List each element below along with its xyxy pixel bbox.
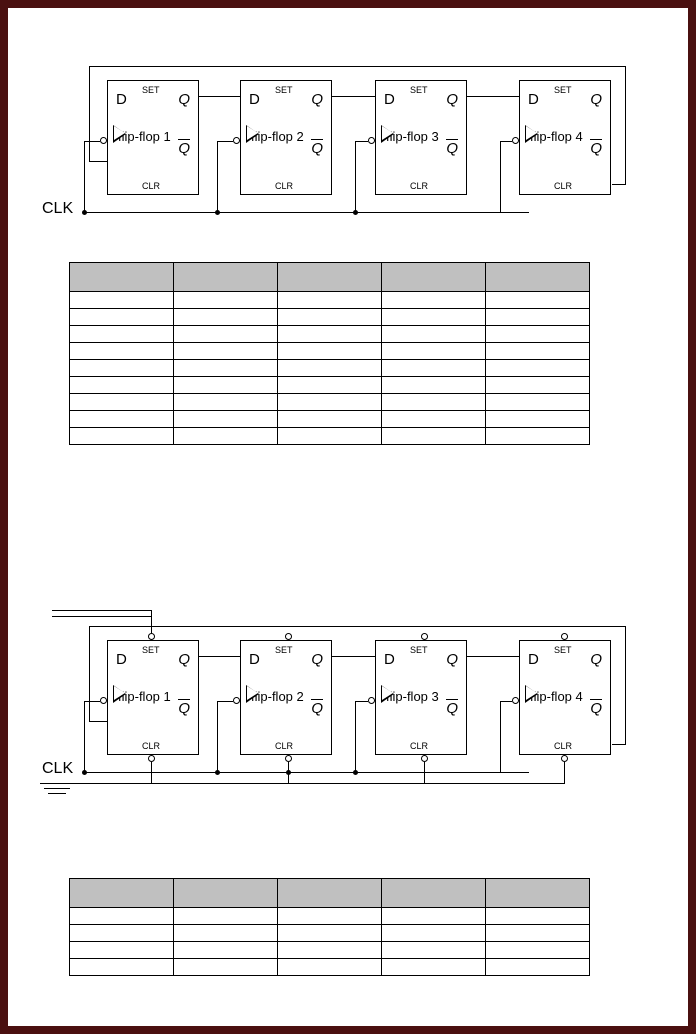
table-cell xyxy=(486,411,590,428)
set-bus-riser xyxy=(151,610,152,633)
table-cell xyxy=(278,942,382,959)
table-body xyxy=(70,908,590,976)
table-cell xyxy=(278,428,382,445)
flipflop-1-set-label: SET xyxy=(142,85,160,95)
table-cell xyxy=(174,942,278,959)
flipflop-3-d-label: D xyxy=(384,651,395,668)
flipflop-1-d-label: D xyxy=(116,91,127,108)
wire-q1-to-d2 xyxy=(199,96,240,97)
junction-dot xyxy=(286,770,291,775)
feedback-wire-top xyxy=(89,626,626,627)
table-cell xyxy=(486,292,590,309)
table-header-cell xyxy=(70,879,174,908)
flipflop-3-name: flip-flop 3 xyxy=(386,129,439,144)
flipflop-4-qbar-label: Q xyxy=(590,700,602,717)
clr-drop-ff4 xyxy=(564,762,565,783)
flipflop-3-clock-bubble-icon xyxy=(368,697,375,704)
state-table-1 xyxy=(69,262,590,445)
clock-into-ff2 xyxy=(217,141,233,142)
preset-clear-counter-diagram xyxy=(0,590,696,805)
table-cell xyxy=(174,959,278,976)
table-header-cell xyxy=(174,879,278,908)
flipflop-1-set-bubble-icon xyxy=(148,633,155,640)
table-cell xyxy=(70,925,174,942)
flipflop-2[interactable] xyxy=(240,640,332,755)
clock-triangle-inner-icon xyxy=(382,686,393,700)
clr-drop-ff3 xyxy=(424,762,425,783)
wire-q1-to-d2 xyxy=(199,656,240,657)
table-row xyxy=(70,360,590,377)
table-cell xyxy=(382,343,486,360)
table-cell xyxy=(382,292,486,309)
table-cell xyxy=(174,309,278,326)
table-header-cell xyxy=(382,263,486,292)
table-cell xyxy=(278,959,382,976)
table-row xyxy=(70,959,590,976)
feedback-wire-into-ff1 xyxy=(89,161,107,162)
clk-label-2: CLK xyxy=(42,760,74,777)
table-row xyxy=(70,942,590,959)
flipflop-4-q-label: Q xyxy=(590,651,602,668)
flipflop-2-name: flip-flop 2 xyxy=(251,689,304,704)
table-cell xyxy=(486,959,590,976)
table-cell xyxy=(278,309,382,326)
junction-dot xyxy=(215,770,220,775)
table-cell xyxy=(382,428,486,445)
table-cell xyxy=(486,908,590,925)
flipflop-3-d-label: D xyxy=(384,91,395,108)
feedback-wire-top xyxy=(89,66,626,67)
table-header-row xyxy=(70,879,590,908)
table-cell xyxy=(174,925,278,942)
ripple-counter-diagram xyxy=(0,40,696,225)
flipflop-3-q-label: Q xyxy=(446,91,458,108)
flipflop-1[interactable] xyxy=(107,80,199,195)
clock-triangle-inner-icon xyxy=(382,126,393,140)
table-cell xyxy=(70,292,174,309)
table-row xyxy=(70,326,590,343)
flipflop-4-d-label: D xyxy=(528,91,539,108)
flipflop-3-qbar-label: Q xyxy=(446,140,458,157)
table-cell xyxy=(174,428,278,445)
page-border-top xyxy=(0,0,696,8)
table-cell xyxy=(70,360,174,377)
table-cell xyxy=(382,908,486,925)
flipflop-1-d-label: D xyxy=(116,651,127,668)
table-cell xyxy=(382,411,486,428)
flipflop-1-set-label: SET xyxy=(142,645,160,655)
table-cell xyxy=(486,360,590,377)
flipflop-1[interactable] xyxy=(107,640,199,755)
flipflop-3-clock-bubble-icon xyxy=(368,137,375,144)
flipflop-2-clock-bubble-icon xyxy=(233,137,240,144)
feedback-wire-left-down xyxy=(89,66,90,162)
set-bus xyxy=(52,610,151,611)
flipflop-4-name: flip-flop 4 xyxy=(530,129,583,144)
table-cell xyxy=(278,292,382,309)
set-bus-2 xyxy=(52,616,151,617)
table-cell xyxy=(382,309,486,326)
flipflop-3-clr-bubble-icon xyxy=(421,755,428,762)
clk-label-1: CLK xyxy=(42,200,74,217)
ground-symbol-icon xyxy=(40,783,80,797)
flipflop-3-set-bubble-icon xyxy=(421,633,428,640)
page-border-bottom xyxy=(0,1026,696,1034)
flipflop-2[interactable] xyxy=(240,80,332,195)
flipflop-2-clr-label: CLR xyxy=(275,741,294,751)
flipflop-4-clr-label: CLR xyxy=(554,181,573,191)
clock-triangle-inner-icon xyxy=(114,126,125,140)
junction-dot xyxy=(353,770,358,775)
table-cell xyxy=(174,394,278,411)
table-cell xyxy=(278,925,382,942)
clock-bus xyxy=(84,212,529,213)
wire-q2-to-d3 xyxy=(332,656,375,657)
table-header-cell xyxy=(486,263,590,292)
junction-dot xyxy=(82,770,87,775)
junction-dot xyxy=(353,210,358,215)
flipflop-3-set-label: SET xyxy=(410,85,428,95)
table-cell xyxy=(70,411,174,428)
feedback-wire-from-qbar4 xyxy=(612,184,626,185)
clock-riser-ff3 xyxy=(355,701,356,773)
table-header-cell xyxy=(382,879,486,908)
table-cell xyxy=(70,908,174,925)
clock-riser-ff2 xyxy=(217,141,218,213)
flipflop-1-clr-label: CLR xyxy=(142,181,161,191)
table-row xyxy=(70,908,590,925)
clock-into-ff3 xyxy=(355,141,368,142)
table-cell xyxy=(382,925,486,942)
flipflop-2-d-label: D xyxy=(249,91,260,108)
table-row xyxy=(70,428,590,445)
flipflop-2-q-label: Q xyxy=(311,91,323,108)
table-cell xyxy=(486,394,590,411)
table-cell xyxy=(70,309,174,326)
clock-into-ff4 xyxy=(500,701,512,702)
table-row xyxy=(70,377,590,394)
flipflop-2-set-label: SET xyxy=(275,85,293,95)
flipflop-1-clock-bubble-icon xyxy=(100,137,107,144)
clock-triangle-inner-icon xyxy=(526,126,537,140)
flipflop-1-name: flip-flop 1 xyxy=(118,689,171,704)
table-cell xyxy=(486,942,590,959)
flipflop-4-qbar-label: Q xyxy=(590,140,602,157)
wire-q3-to-d4 xyxy=(467,656,519,657)
flipflop-4-set-label: SET xyxy=(554,645,572,655)
table-cell xyxy=(486,428,590,445)
flipflop-2-qbar-label: Q xyxy=(311,700,323,717)
table-cell xyxy=(278,411,382,428)
flipflop-1-q-label: Q xyxy=(178,651,190,668)
table-cell xyxy=(382,360,486,377)
table-cell xyxy=(278,343,382,360)
table-row xyxy=(70,292,590,309)
table-cell xyxy=(486,925,590,942)
table-header-row xyxy=(70,263,590,292)
flipflop-4-set-label: SET xyxy=(554,85,572,95)
clr-drop-ff1 xyxy=(151,762,152,783)
clock-riser-ff2 xyxy=(217,701,218,773)
table-cell xyxy=(278,908,382,925)
flipflop-1-clock-bubble-icon xyxy=(100,697,107,704)
table-cell xyxy=(174,326,278,343)
flipflop-2-qbar-label: Q xyxy=(311,140,323,157)
flipflop-1-qbar-label: Q xyxy=(178,140,190,157)
clock-riser-ff3 xyxy=(355,141,356,213)
table-cell xyxy=(70,343,174,360)
table-cell xyxy=(70,377,174,394)
table-cell xyxy=(174,908,278,925)
table-cell xyxy=(70,326,174,343)
table-cell xyxy=(382,942,486,959)
flipflop-4-clr-bubble-icon xyxy=(561,755,568,762)
table-cell xyxy=(382,394,486,411)
table-cell xyxy=(70,959,174,976)
flipflop-3[interactable] xyxy=(375,80,467,195)
table-cell xyxy=(278,326,382,343)
flipflop-2-clr-bubble-icon xyxy=(285,755,292,762)
table-cell xyxy=(278,394,382,411)
table-cell xyxy=(174,411,278,428)
flipflop-3-q-label: Q xyxy=(446,651,458,668)
table-row xyxy=(70,309,590,326)
junction-dot xyxy=(82,210,87,215)
flipflop-4-d-label: D xyxy=(528,651,539,668)
wire-q2-to-d3 xyxy=(332,96,375,97)
feedback-wire-right-down xyxy=(625,626,626,744)
flipflop-4[interactable] xyxy=(519,80,611,195)
flipflop-3-name: flip-flop 3 xyxy=(386,689,439,704)
table-row xyxy=(70,394,590,411)
table-cell xyxy=(70,942,174,959)
table-header-cell xyxy=(174,263,278,292)
flipflop-3-clr-label: CLR xyxy=(410,741,429,751)
junction-dot xyxy=(215,210,220,215)
table-cell xyxy=(174,360,278,377)
table-header-cell xyxy=(70,263,174,292)
flipflop-1-clr-label: CLR xyxy=(142,741,161,751)
table-cell xyxy=(278,360,382,377)
table-body xyxy=(70,292,590,445)
table-header-cell xyxy=(278,879,382,908)
table-header-cell xyxy=(486,879,590,908)
table-cell xyxy=(486,377,590,394)
feedback-wire-left-down xyxy=(89,626,90,722)
clock-riser-ff1 xyxy=(84,701,85,773)
flipflop-1-name: flip-flop 1 xyxy=(118,129,171,144)
flipflop-2-name: flip-flop 2 xyxy=(251,129,304,144)
flipflop-2-set-bubble-icon xyxy=(285,633,292,640)
flipflop-4-clock-bubble-icon xyxy=(512,697,519,704)
table-cell xyxy=(70,428,174,445)
flipflop-3[interactable] xyxy=(375,640,467,755)
flipflop-2-set-label: SET xyxy=(275,645,293,655)
table-header-cell xyxy=(278,263,382,292)
clr-bus xyxy=(60,783,565,784)
table-cell xyxy=(486,309,590,326)
flipflop-4-clock-bubble-icon xyxy=(512,137,519,144)
clock-into-ff2 xyxy=(217,701,233,702)
flipflop-3-qbar-label: Q xyxy=(446,700,458,717)
clock-triangle-inner-icon xyxy=(247,686,258,700)
table-cell xyxy=(486,326,590,343)
flipflop-3-set-label: SET xyxy=(410,645,428,655)
clock-into-ff1 xyxy=(84,141,100,142)
flipflop-2-q-label: Q xyxy=(311,651,323,668)
clock-riser-ff4 xyxy=(500,701,501,773)
flipflop-4-set-bubble-icon xyxy=(561,633,568,640)
flipflop-1-q-label: Q xyxy=(178,91,190,108)
feedback-wire-into-ff1 xyxy=(89,721,107,722)
clock-into-ff4 xyxy=(500,141,512,142)
flipflop-4-q-label: Q xyxy=(590,91,602,108)
state-table-2 xyxy=(69,878,590,976)
table-row xyxy=(70,343,590,360)
flipflop-4-clr-label: CLR xyxy=(554,741,573,751)
clock-riser-ff4 xyxy=(500,141,501,213)
clock-into-ff3 xyxy=(355,701,368,702)
table-cell xyxy=(174,292,278,309)
flipflop-2-clr-label: CLR xyxy=(275,181,294,191)
clock-into-ff1 xyxy=(84,701,100,702)
flipflop-2-clock-bubble-icon xyxy=(233,697,240,704)
table-row xyxy=(70,411,590,428)
table-cell xyxy=(486,343,590,360)
flipflop-3-clr-label: CLR xyxy=(410,181,429,191)
table-cell xyxy=(174,377,278,394)
table-cell xyxy=(382,326,486,343)
table-cell xyxy=(70,394,174,411)
feedback-wire-right-down xyxy=(625,66,626,184)
table-cell xyxy=(382,377,486,394)
flipflop-2-d-label: D xyxy=(249,651,260,668)
table-cell xyxy=(382,959,486,976)
clock-triangle-inner-icon xyxy=(114,686,125,700)
clock-triangle-inner-icon xyxy=(526,686,537,700)
table-row xyxy=(70,925,590,942)
table-cell xyxy=(174,343,278,360)
flipflop-1-clr-bubble-icon xyxy=(148,755,155,762)
table-cell xyxy=(278,377,382,394)
feedback-wire-from-qbar4 xyxy=(612,744,626,745)
clock-triangle-inner-icon xyxy=(247,126,258,140)
flipflop-4[interactable] xyxy=(519,640,611,755)
flipflop-4-name: flip-flop 4 xyxy=(530,689,583,704)
wire-q3-to-d4 xyxy=(467,96,519,97)
flipflop-1-qbar-label: Q xyxy=(178,700,190,717)
clock-riser-ff1 xyxy=(84,141,85,213)
